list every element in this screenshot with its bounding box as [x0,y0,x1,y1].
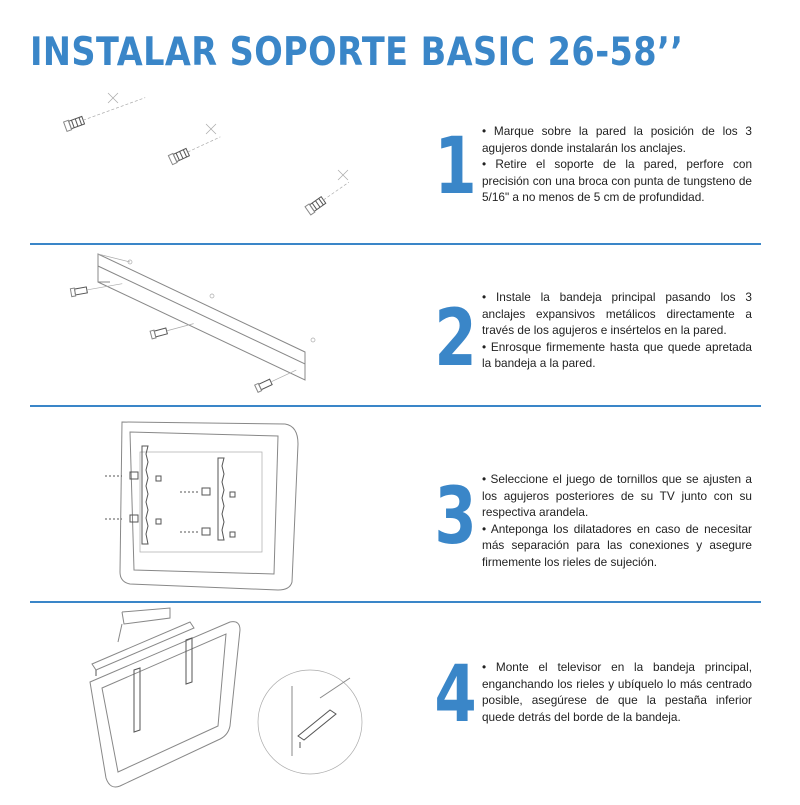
step-4-illustration [30,606,410,805]
step-1-bullet-2: • Retire el soporte de la pared, perfore con precisión con una broca con punta de tungsteno de 5/16" a no menos de 5 cm de profundidad. [482,157,752,204]
page-title: INSTALAR SOPORTE BASIC 26-58’’ [30,30,684,75]
step-3-number: 3 [434,472,477,562]
step-2-number: 2 [434,294,477,384]
step-4-text [482,659,752,725]
step-4-number: 4 [434,650,477,740]
step-3-illustration [30,414,410,599]
step-3-bullet-2: • Anteponga los dilatadores en caso de necesitar más separación para las conexiones y asegure firmemente los rieles de sujeción. [482,521,752,569]
step-1-bullet-1: • Marque sobre la pared la posición de los 3 agujeros donde instalarán los anclajes. [482,124,752,155]
step-1-text [482,123,752,206]
step-1-illustration [30,90,410,235]
divider-3 [30,601,761,603]
divider-1 [30,243,761,245]
step-3-text [482,471,752,570]
step-2-illustration [30,252,410,407]
divider-2 [30,405,761,407]
step-1-number: 1 [434,122,477,212]
step-3-bullet-1: • Seleccione el juego de tornillos que se ajusten a los agujeros posteriores de su TV junto con su respectiva arandela. [482,472,752,519]
step-2-bullet-2: • Enrosque firmemente hasta que quede apretada la bandeja a la pared. [482,339,752,370]
step-4-bullet-1: • Monte el televisor en la bandeja principal, enganchando los rieles y ubíquelo lo más centrado posible, asegúrese de que la pestaña inferior quede detrás del borde de la bandeja. [482,660,752,724]
step-2-text [482,289,752,372]
step-2-bullet-1: • Instale la bandeja principal pasando los 3 anclajes expansivos metálicos directamente a través de los agujeros e insértelos en la pared. [482,290,752,337]
